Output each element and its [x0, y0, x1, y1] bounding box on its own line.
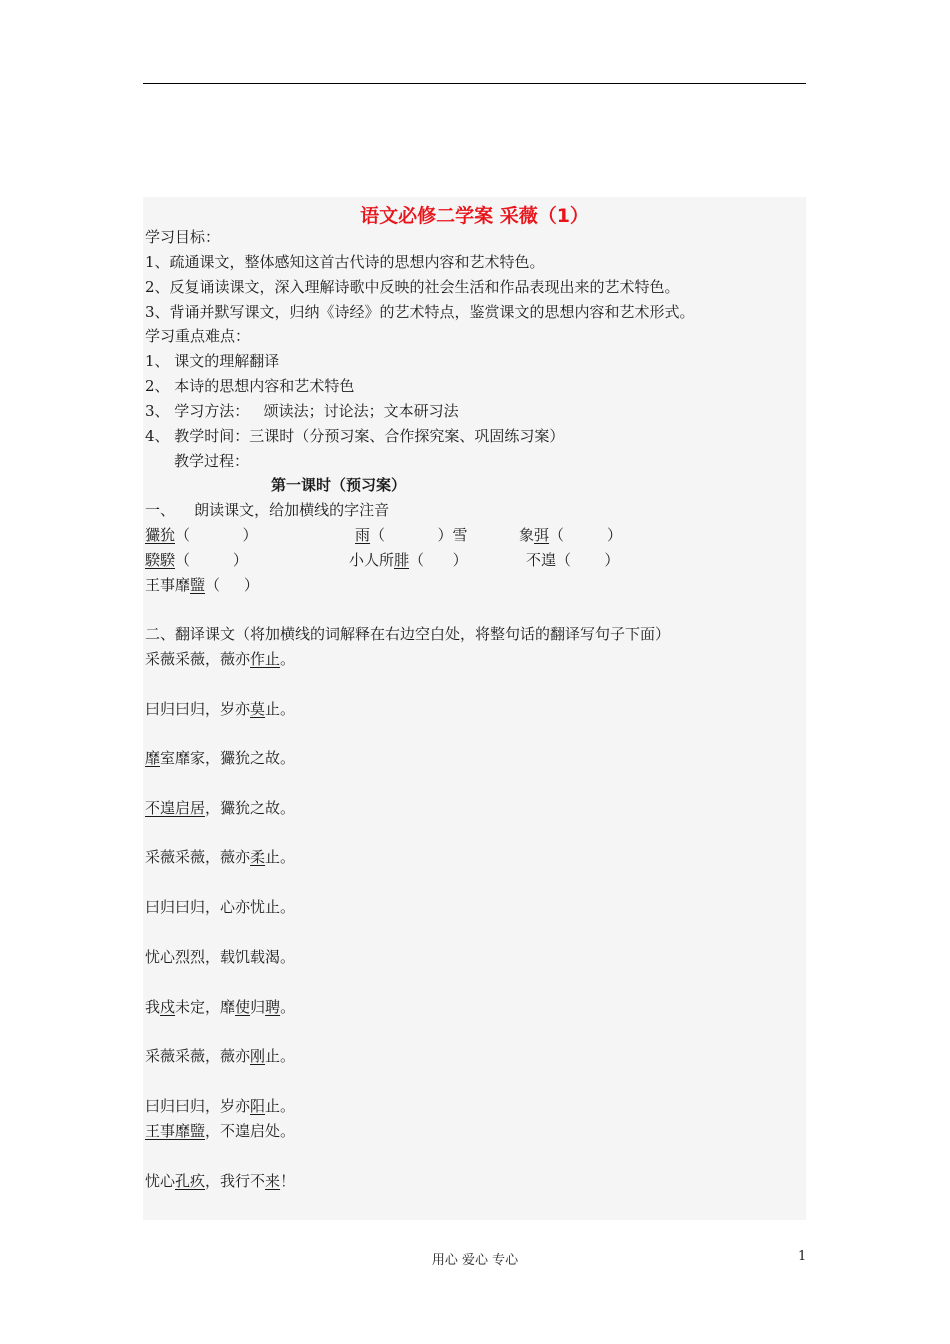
poem-line: 忧心烈烈，载饥载渴。	[145, 948, 296, 966]
underlined-word: 刚	[250, 1047, 266, 1065]
underlined-word: 腓	[394, 551, 410, 569]
underlined-word: 不遑启居	[145, 799, 206, 817]
poem-line	[145, 1097, 295, 1115]
line-text: 曰归曰归，岁亦	[145, 1097, 251, 1115]
word-text: 小人所	[349, 551, 395, 569]
line-text: 采薇采薇，薇亦	[145, 1047, 251, 1065]
underlined-word: 弭	[534, 526, 550, 544]
keypoint-item: 1、 课文的理解翻译	[145, 352, 280, 370]
section-two-heading: 二、翻译课文（将加横线的词解释在右边空白处，将整句话的翻译写句子下面）	[145, 625, 671, 643]
poem-line	[145, 1047, 295, 1065]
pinyin-blank: （ ）	[549, 526, 622, 544]
line-text: ，玁狁之故。	[205, 799, 296, 817]
section-one-heading: 一、 朗读课文，给加横线的字注音	[145, 501, 390, 519]
keypoint-item: 2、 本诗的思想内容和艺术特色	[145, 377, 355, 395]
goal-item: 2、反复诵读课文，深入理解诗歌中反映的社会生活和作品表现出来的艺术特色。	[145, 278, 680, 296]
process-label: 教学过程：	[174, 452, 250, 470]
underlined-word: 作止	[250, 650, 281, 668]
underlined-word: 来	[265, 1172, 281, 1190]
underlined-word: 使	[235, 998, 251, 1016]
underlined-word: 戍	[160, 998, 176, 1016]
pinyin-row	[349, 551, 468, 569]
page-title: 语文必修二学案 采薇（1）	[360, 205, 589, 227]
underlined-word: 靡	[145, 749, 161, 767]
underlined-word: 玁狁	[145, 526, 176, 544]
underlined-word: 阳	[250, 1097, 266, 1115]
line-text: 止。	[265, 1097, 296, 1115]
underlined-word: 柔	[250, 848, 266, 866]
pinyin-row	[145, 526, 257, 544]
line-text: ，我行不	[205, 1172, 266, 1190]
pinyin-blank: （ ）	[175, 551, 248, 569]
poem-line: 曰归曰归，心亦忧止。	[145, 898, 296, 916]
line-text: 止。	[265, 1047, 296, 1065]
poem-line	[145, 1172, 295, 1190]
line-text: 止。	[265, 700, 296, 718]
line-text: ，不遑启处。	[205, 1122, 296, 1140]
poem-line	[145, 799, 295, 817]
word-text: 王事靡	[145, 576, 191, 594]
line-text: 。	[280, 650, 296, 668]
pinyin-blank: （ ）	[556, 551, 620, 569]
line-text: 止。	[265, 848, 296, 866]
word-text: 象	[519, 526, 535, 544]
line-text: 曰归曰归，岁亦	[145, 700, 251, 718]
time-line: 4、 教学时间：三课时（分预习案、合作探究案、巩固练习案）	[145, 427, 565, 445]
line-text: 忧心	[145, 1172, 176, 1190]
underlined-word: 莫	[250, 700, 266, 718]
goal-item: 1、疏通课文，整体感知这首古代诗的思想内容和艺术特色。	[145, 253, 545, 271]
line-text: 归	[250, 998, 266, 1016]
underlined-word: 騤騤	[145, 551, 176, 569]
pinyin-row	[526, 551, 619, 569]
underlined-word: 王事靡盬	[145, 1122, 206, 1140]
underlined-word: 雨	[355, 526, 371, 544]
goal-item: 3、背诵并默写课文，归纳《诗经》的艺术特点，鉴赏课文的思想内容和艺术形式。	[145, 303, 695, 321]
method-line: 3、 学习方法： 颂读法；讨论法；文本研习法	[145, 402, 459, 420]
pinyin-row	[355, 526, 467, 544]
underlined-word: 聘	[265, 998, 281, 1016]
line-text: ！	[280, 1172, 296, 1190]
line-text: 室靡家，玁狁之故。	[160, 749, 296, 767]
line-text: 采薇采薇，薇亦	[145, 848, 251, 866]
keypoints-heading: 学习重点难点：	[145, 327, 251, 345]
poem-line	[145, 1122, 295, 1140]
pinyin-blank: （ ）	[409, 551, 468, 569]
pinyin-blank: （ ）	[205, 576, 259, 594]
poem-line	[145, 848, 295, 866]
line-text: 采薇采薇，薇亦	[145, 650, 251, 668]
poem-line	[145, 650, 295, 668]
poem-line	[145, 998, 295, 1016]
pinyin-row	[145, 551, 248, 569]
line-text: 我	[145, 998, 161, 1016]
pinyin-row	[145, 576, 259, 594]
word-text: 不遑	[526, 551, 557, 569]
line-text: 未定，靡	[175, 998, 236, 1016]
poem-line	[145, 749, 295, 767]
line-text: 。	[280, 998, 296, 1016]
header-rule	[143, 83, 806, 84]
page-number: 1	[798, 1249, 807, 1264]
pinyin-blank: （ ）雪	[370, 526, 468, 544]
pinyin-blank: （ ）	[175, 526, 258, 544]
pinyin-row	[519, 526, 622, 544]
page-footer: 用心 爱心 专心	[431, 1253, 519, 1268]
underlined-word: 盬	[190, 576, 206, 594]
goals-heading: 学习目标：	[145, 228, 221, 246]
lesson-heading: 第一课时（预习案）	[271, 476, 407, 494]
poem-line	[145, 700, 295, 718]
underlined-word: 孔疚	[175, 1172, 206, 1190]
document-body	[143, 197, 806, 1220]
